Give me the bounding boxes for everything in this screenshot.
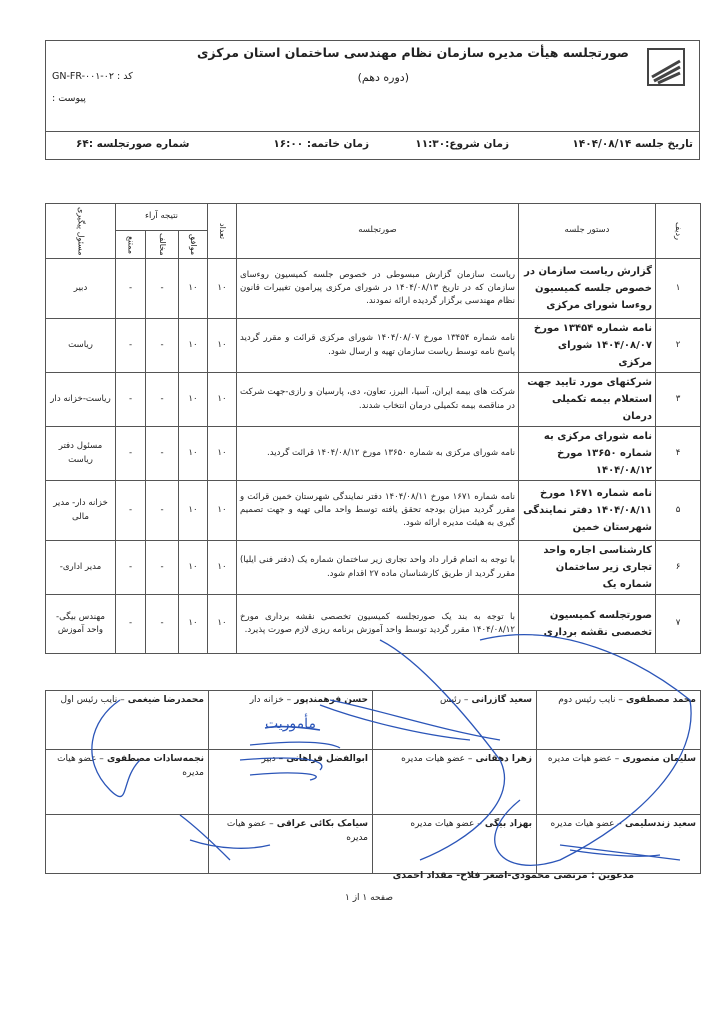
- signer-name: سلیمان منصوری: [622, 754, 696, 764]
- count-cell: ۱۰: [208, 259, 237, 319]
- signer-role: – رئیس: [439, 695, 469, 705]
- logo-icon: [646, 47, 686, 87]
- organization-logo: [641, 47, 691, 117]
- row-number: ۲: [656, 319, 701, 373]
- header-agenda: دستور جلسه: [519, 204, 656, 259]
- row-number: ۴: [656, 427, 701, 481]
- signer-role: – عضو هیات مدیره: [401, 754, 473, 764]
- signer-role: – عضو هیات مدیره: [547, 754, 620, 764]
- invited-guests: مدعوین : مرتضی محمودی-اصغر فلاح- مقداد احمدی: [392, 870, 634, 881]
- signer-name: محمدرضا ضیغمی: [127, 695, 204, 705]
- minutes-cell: با توجه به بند یک صورتجلسه کمیسیون تخصصی نقشه برداری مورخ ۱۴۰۴/۰۸/۱۲ مقرر گردید توسط واحد آموزش برنامه ریزی لازم صورت پذیرد.: [237, 595, 519, 654]
- header-count: تعداد: [208, 204, 237, 259]
- against-cell: -: [146, 373, 179, 427]
- signature-row: [46, 691, 701, 750]
- agree-cell: ۱۰: [179, 259, 208, 319]
- header-minutes: صورتجلسه: [237, 204, 519, 259]
- start-time: زمان شروع:۱۱:۳۰: [415, 138, 509, 150]
- table-row: [46, 481, 701, 541]
- against-cell: -: [146, 595, 179, 654]
- signature-cell: [373, 691, 537, 750]
- signer-role: – عضو هیات مدیره: [226, 819, 368, 843]
- against-cell: -: [146, 319, 179, 373]
- responsible-cell: ریاست: [46, 319, 116, 373]
- signature-cell: [373, 815, 537, 874]
- abstain-cell: -: [116, 259, 146, 319]
- signature-cell: [209, 750, 373, 815]
- responsible-cell: خزانه دار- مدیر مالی: [46, 481, 116, 541]
- agree-cell: ۱۰: [179, 541, 208, 595]
- responsible-cell: ریاست-خزانه دار: [46, 373, 116, 427]
- agenda-cell: نامه شماره ۱۳۴۵۴ مورخ ۱۴۰۴/۰۸/۰۷ شورای مرکزی: [519, 319, 656, 373]
- table-row: [46, 259, 701, 319]
- signer-name: بهزاد بیگی: [484, 819, 532, 829]
- signer-name: سیامک بکائی عراقی: [276, 819, 368, 829]
- abstain-cell: -: [116, 319, 146, 373]
- header-abstain: ممتنع: [116, 231, 146, 259]
- abstain-cell: -: [116, 373, 146, 427]
- signature-cell: [373, 750, 537, 815]
- minutes-cell: نامه شورای مرکزی به شماره ۱۳۶۵۰ مورخ ۱۴۰۴/۰۸/۱۲ قرائت گردید.: [237, 427, 519, 481]
- minutes-table: [45, 203, 701, 654]
- signature-cell: [537, 750, 701, 815]
- signature-row: [46, 750, 701, 815]
- agree-cell: ۱۰: [179, 481, 208, 541]
- abstain-cell: -: [116, 427, 146, 481]
- document-title: صورتجلسه هیأت مدیره سازمان نظام مهندسی ساختمان استان مرکزی: [196, 45, 629, 60]
- minutes-number: شماره صورتجلسه :۶۴: [76, 138, 190, 150]
- agenda-cell: نامه شماره ۱۶۷۱ مورخ ۱۴۰۴/۰۸/۱۱ دفتر نمایندگی شهرستان خمین: [519, 481, 656, 541]
- header-responsible: مسئول پیگیری: [46, 204, 116, 259]
- signature-cell: [209, 691, 373, 750]
- row-number: ۱: [656, 259, 701, 319]
- page-number: صفحه ۱ از ۱: [345, 893, 393, 903]
- session-date: تاریخ جلسه ۱۴۰۴/۰۸/۱۴: [572, 138, 693, 150]
- agree-cell: ۱۰: [179, 595, 208, 654]
- signature-cell: [46, 815, 209, 874]
- signer-role: – عضو هیات مدیره: [550, 819, 622, 829]
- signer-name: حسن فرهمندپور: [294, 695, 368, 705]
- agenda-cell: کارشناسی اجاره واحد تجاری زیر ساختمان شماره یک: [519, 541, 656, 595]
- signature-cell: [537, 691, 701, 750]
- against-cell: -: [146, 541, 179, 595]
- signature-cell: [46, 691, 209, 750]
- signer-role: – دبیر: [261, 754, 284, 764]
- divider: [46, 131, 699, 132]
- agenda-cell: شرکتهای مورد تایید جهت استعلام بیمه تکمیلی درمان: [519, 373, 656, 427]
- table-row: [46, 427, 701, 481]
- minutes-cell: نامه شماره ۱۶۷۱ مورخ ۱۴۰۴/۰۸/۱۱ دفتر نمایندگی شهرستان خمین قرائت و مقرر گردید میزان بودجه تحقق یافته توسط واحد مالی تهیه و جهت تصمیم گیری به هیئت مدیره ارائه شود.: [237, 481, 519, 541]
- abstain-cell: -: [116, 595, 146, 654]
- header-row-number: ردیف: [656, 204, 701, 259]
- responsible-cell: مسئول دفتر ریاست: [46, 427, 116, 481]
- signer-name: نجمه‌سادات مصطفوی: [106, 754, 204, 764]
- agree-cell: ۱۰: [179, 319, 208, 373]
- abstain-cell: -: [116, 481, 146, 541]
- signer-role: – خزانه دار: [249, 695, 292, 705]
- count-cell: ۱۰: [208, 595, 237, 654]
- period: (دوره دهم): [357, 71, 409, 84]
- row-number: ۶: [656, 541, 701, 595]
- document-header: [45, 40, 700, 160]
- responsible-cell: مدیر اداری-: [46, 541, 116, 595]
- agree-cell: ۱۰: [179, 427, 208, 481]
- agenda-cell: صورتجلسه کمیسیون تخصصی نقشه برداری: [519, 595, 656, 654]
- signature-row: [46, 815, 701, 874]
- row-number: ۵: [656, 481, 701, 541]
- minutes-cell: ریاست سازمان گزارش مبسوطی در خصوص جلسه کمیسیون روءسای سازمان که در تاریخ ۱۴۰۴/۰۸/۱۳ در شورای مرکزی پیرامون تغییرات قانون نظام مهندسی برگزار گردیده ارائه نمودند.: [237, 259, 519, 319]
- signature-cell: [46, 750, 209, 815]
- minutes-cell: با توجه به اتمام قرار داد واحد تجاری زیر ساختمان شماره یک (دفتر فنی ایلیا) مقرر گردید از طریق کارشناسان ماده ۲۷ اقدام شود.: [237, 541, 519, 595]
- row-number: ۷: [656, 595, 701, 654]
- agenda-cell: نامه شورای مرکزی به شماره ۱۳۶۵۰ مورخ ۱۴۰۴/۰۸/۱۲: [519, 427, 656, 481]
- signature-table: [45, 690, 701, 874]
- responsible-cell: دبیر: [46, 259, 116, 319]
- signature-cell: [209, 815, 373, 874]
- signer-name: محمد مصطفوی: [625, 695, 696, 705]
- against-cell: -: [146, 427, 179, 481]
- count-cell: ۱۰: [208, 373, 237, 427]
- header-against: مخالف: [146, 231, 179, 259]
- code-label: کد :: [116, 71, 133, 82]
- handwritten-note: مأموریت: [265, 715, 316, 732]
- count-cell: ۱۰: [208, 319, 237, 373]
- header-votes: نتیجه آراء: [116, 204, 208, 231]
- count-cell: ۱۰: [208, 427, 237, 481]
- attachment-label: پیوست :: [52, 93, 86, 104]
- signer-role: – عضو هیات مدیره: [410, 819, 482, 829]
- responsible-cell: مهندس بیگی-واحد آموزش: [46, 595, 116, 654]
- form-code: [52, 71, 133, 82]
- signer-name: ابوالفضل فراهانی: [286, 754, 368, 764]
- minutes-cell: شرکت های بیمه ایران، آسیا، البرز، تعاون، دی، پارسیان و رازی-جهت شرکت در مناقصه بیمه تکمیلی درمان انتخاب شدند.: [237, 373, 519, 427]
- table-row: [46, 319, 701, 373]
- signer-name: سعید گازرانی: [471, 695, 532, 705]
- signer-role: – نایب رئیس اول: [60, 695, 125, 705]
- against-cell: -: [146, 481, 179, 541]
- count-cell: ۱۰: [208, 541, 237, 595]
- minutes-cell: نامه شماره ۱۳۴۵۴ مورخ ۱۴۰۴/۰۸/۰۷ شورای مرکزی قرائت و مقرر گردید پاسخ نامه توسط ریاست سازمان تهیه و ارسال شود.: [237, 319, 519, 373]
- signer-role: – نایب رئیس دوم: [558, 695, 623, 705]
- count-cell: ۱۰: [208, 481, 237, 541]
- header-agree: موافق: [179, 231, 208, 259]
- against-cell: -: [146, 259, 179, 319]
- agree-cell: ۱۰: [179, 373, 208, 427]
- end-time: زمان خاتمه: ۱۶:۰۰: [273, 138, 369, 150]
- abstain-cell: -: [116, 541, 146, 595]
- agenda-cell: گزارش ریاست سازمان در خصوص جلسه کمیسیون روءسا شورای مرکزی: [519, 259, 656, 319]
- table-row: [46, 541, 701, 595]
- signer-name: زهرا دهقانی: [475, 754, 532, 764]
- signer-role: – عضو هیات مدیره: [57, 754, 204, 778]
- row-number: ۳: [656, 373, 701, 427]
- table-row: [46, 595, 701, 654]
- code-value: GN-FR-۰۰۱-۰۲: [52, 71, 114, 82]
- table-row: [46, 373, 701, 427]
- signer-name: سعید زندسلیمی: [624, 819, 696, 829]
- signature-cell: [537, 815, 701, 874]
